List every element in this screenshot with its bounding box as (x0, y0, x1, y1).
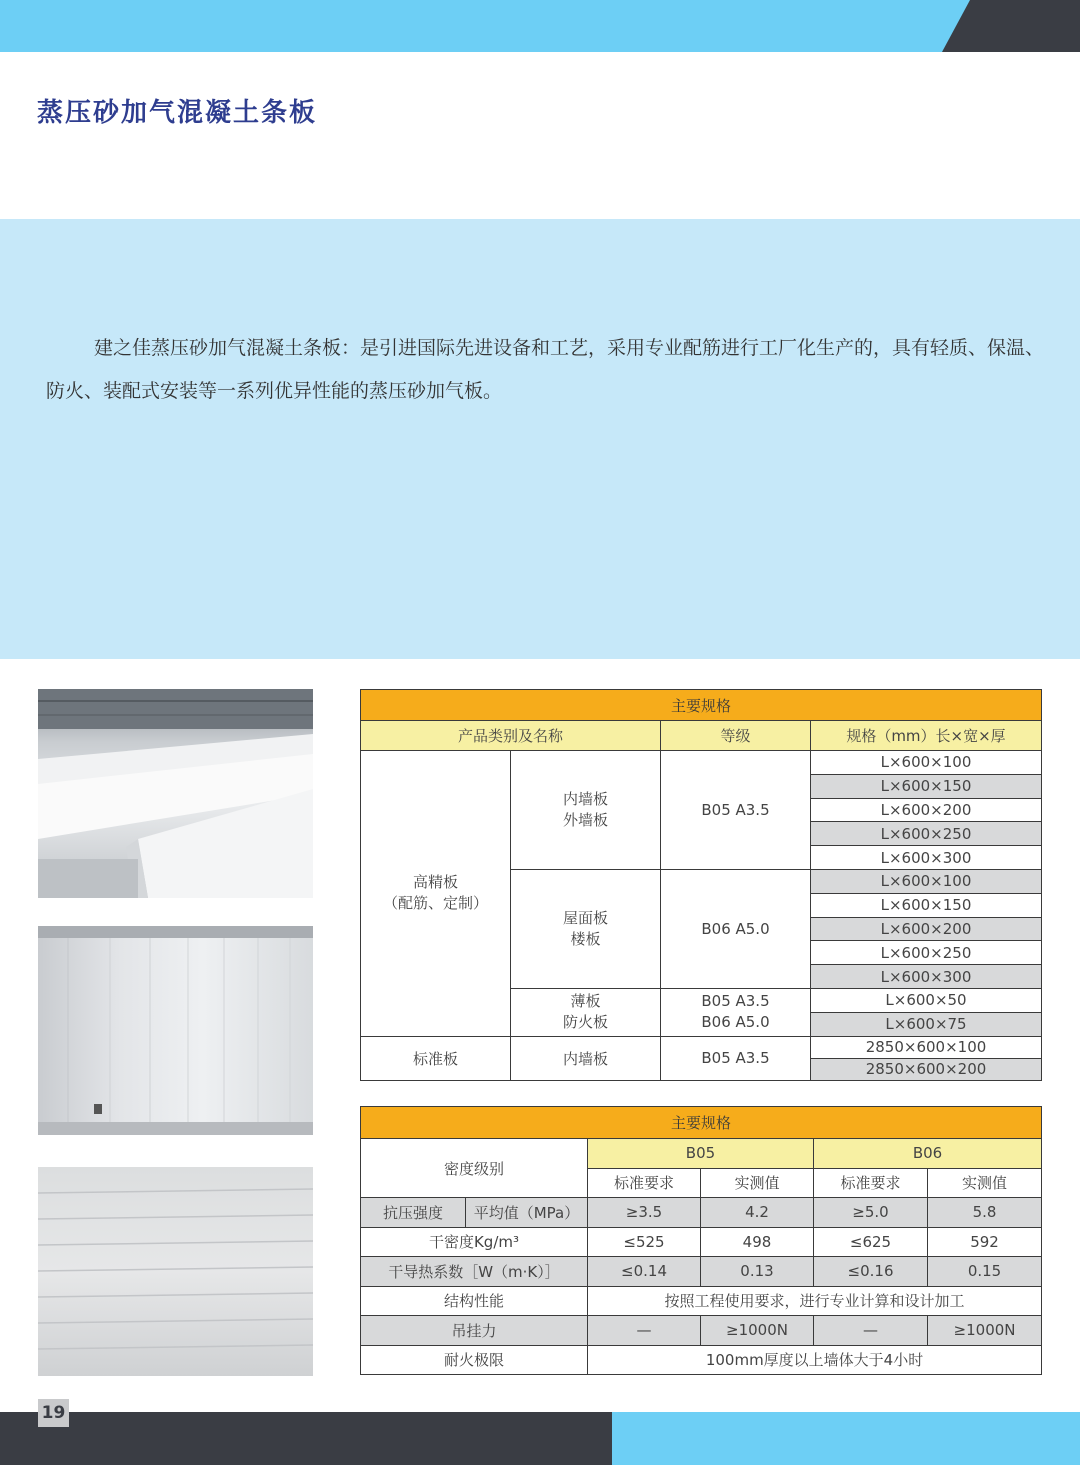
footer-band-dark (0, 1412, 612, 1465)
grade-header-b06: B06 (814, 1139, 1042, 1169)
grade-cell: B05 A3.5 B06 A5.0 (661, 988, 811, 1036)
grade-cell: B05 A3.5 (661, 751, 811, 870)
footer-band-blue (612, 1412, 1080, 1465)
row-label: 干密度Kg/m³ (361, 1227, 588, 1257)
spec-cell: L×600×300 (811, 965, 1042, 989)
row-label: 耐火极限 (361, 1345, 588, 1375)
value-cell: ≥5.0 (814, 1198, 928, 1228)
row-label: 结构性能 (361, 1286, 588, 1316)
intro-panel (0, 219, 1080, 659)
spec-cell: L×600×100 (811, 869, 1042, 893)
value-cell: ≤0.14 (588, 1257, 701, 1287)
product-photo-stacked-panels (38, 689, 313, 898)
spec-cell: 2850×600×100 (811, 1036, 1042, 1058)
spec-table-performance (360, 1106, 1042, 1375)
page-title: 蒸压砂加气混凝土条板 (37, 98, 318, 128)
column-header: 实测值 (928, 1168, 1042, 1198)
value-cell: ≥1000N (701, 1316, 814, 1346)
category-standard: 标准板 (361, 1036, 511, 1080)
page-number: 19 (38, 1399, 69, 1427)
product-name-cell: 内墙板 外墙板 (511, 751, 661, 870)
column-header: 标准要求 (814, 1168, 928, 1198)
grade-cell: B06 A5.0 (661, 869, 811, 988)
row-label: 干导热系数［W（m·K）］ (361, 1257, 588, 1287)
intro-text: 建之佳蒸压砂加气混凝土条板：是引进国际先进设备和工艺，采用专业配筋进行工厂化生产的，具有轻质、保温、防火、装配式安装等一系列优异性能的蒸压砂加气板。 (46, 337, 1045, 402)
spec-cell: L×600×150 (811, 893, 1042, 917)
grade-cell: B05 A3.5 (661, 1036, 811, 1080)
product-name-cell: 内墙板 (511, 1036, 661, 1080)
value-cell: 5.8 (928, 1198, 1042, 1228)
value-cell: 592 (928, 1227, 1042, 1257)
row-sublabel: 平均值（MPa） (466, 1198, 588, 1228)
value-cell: ≤525 (588, 1227, 701, 1257)
column-header: 产品类别及名称 (361, 721, 661, 751)
value-cell: ≤0.16 (814, 1257, 928, 1287)
value-cell: — (814, 1316, 928, 1346)
value-cell: 4.2 (701, 1198, 814, 1228)
category-high-precision: 高精板 （配筋、定制） (361, 751, 511, 1037)
value-cell: 按照工程使用要求，进行专业计算和设计加工 (588, 1286, 1042, 1316)
spec-table-products (360, 689, 1042, 1081)
value-cell: 0.15 (928, 1257, 1042, 1287)
product-name-cell: 屋面板 楼板 (511, 869, 661, 988)
value-cell: 498 (701, 1227, 814, 1257)
header-band (0, 0, 1080, 52)
spec-cell: L×600×75 (811, 1012, 1042, 1036)
spec-cell: L×600×300 (811, 846, 1042, 870)
spec-cell: L×600×100 (811, 751, 1042, 775)
column-header: 规格（mm）长×宽×厚 (811, 721, 1042, 751)
table-title: 主要规格 (361, 1107, 1042, 1139)
value-cell: ≤625 (814, 1227, 928, 1257)
table-title: 主要规格 (361, 690, 1042, 721)
column-header: 标准要求 (588, 1168, 701, 1198)
value-cell: 100mm厚度以上墙体大于4小时 (588, 1345, 1042, 1375)
product-name-cell: 薄板 防火板 (511, 988, 661, 1036)
column-header: 实测值 (701, 1168, 814, 1198)
product-photo-floor-panels (38, 1167, 313, 1376)
spec-cell: L×600×150 (811, 774, 1042, 798)
row-label: 吊挂力 (361, 1316, 588, 1346)
spec-cell: L×600×200 (811, 798, 1042, 822)
column-header: 等级 (661, 721, 811, 751)
spec-cell: L×600×200 (811, 917, 1042, 941)
spec-cell: L×600×50 (811, 988, 1042, 1012)
row-label: 抗压强度 (361, 1198, 466, 1228)
value-cell: ≥3.5 (588, 1198, 701, 1228)
value-cell: 0.13 (701, 1257, 814, 1287)
value-cell: — (588, 1316, 701, 1346)
density-label: 密度级别 (361, 1139, 588, 1198)
product-photo-installed-wall (38, 926, 313, 1135)
grade-header-b05: B05 (588, 1139, 814, 1169)
spec-cell: L×600×250 (811, 822, 1042, 846)
value-cell: ≥1000N (928, 1316, 1042, 1346)
spec-cell: 2850×600×200 (811, 1058, 1042, 1080)
spec-cell: L×600×250 (811, 941, 1042, 965)
